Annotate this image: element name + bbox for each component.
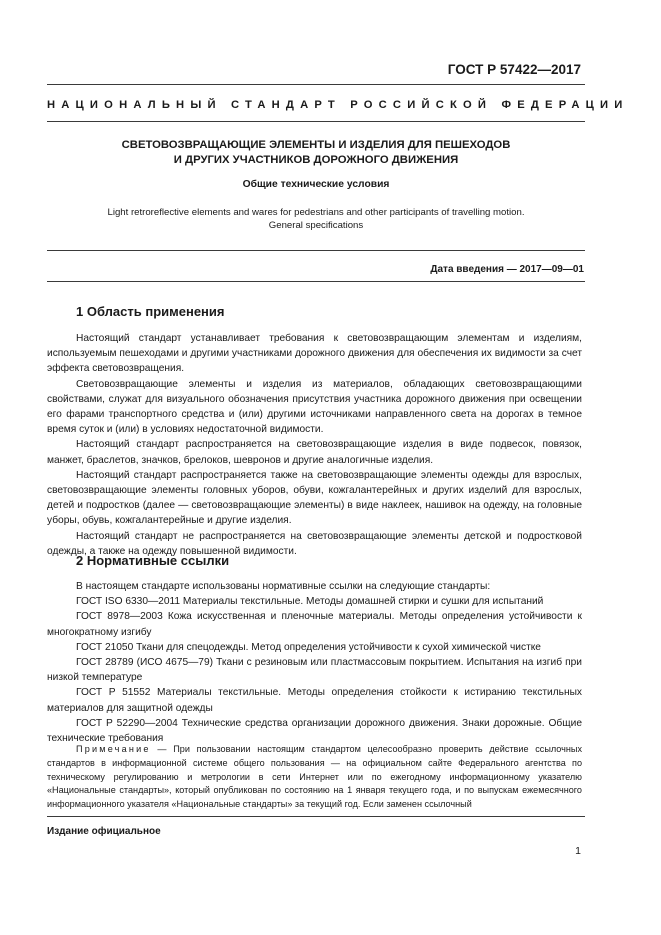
document-title [47,138,585,168]
title-line-1: СВЕТОВОЗВРАЩАЮЩИЕ ЭЛЕМЕНТЫ И ИЗДЕЛИЯ ДЛЯ ПЕШЕХОДОВ [121,139,511,151]
effective-date: Дата введения — 2017—09—01 [430,264,584,275]
national-standard-banner: НАЦИОНАЛЬНЫЙ СТАНДАРТ РОССИЙСКОЙ ФЕДЕРАЦИИ [47,99,629,111]
document-subtitle: Общие технические условия [242,179,390,190]
paragraph: Световозвращающие элементы и изделия из материалов, обладающих световозвращающими свойствами, служат для визуального обозначения присутствия участника дорожного движения при освещении его фарами транспортного средства и (или) другими источниками направленного света на дорогах в темное время суток и (или) в условиях недостаточной видимости. [47,378,582,436]
references-intro: В настоящем стандарте использованы нормативные ссылки на следующие стандарты: [76,581,491,592]
paragraph: Настоящий стандарт распространяется также на световозвращающие элементы одежды для взрослых, световозвращающие элементы головных уборов, обуви, кожгалантерейных и других изделий для взрослых, детей и подростков (далее — световозвращающие элементы) в виде наклеек, нашивок на одежду, на головные уборы, обувь, кожгалантерейные и другие изделия. [47,469,582,527]
paragraph: Настоящий стандарт распространяется на световозвращающие изделия в виде подвесок, повязок, манжет, браслетов, значков, брелоков, шевронов и другие аналогичные изделия. [47,439,582,466]
reference-item: ГОСТ 8978—2003 Кожа искусственная и пленочные материалы. Методы определения устойчивости к многократному изгибу [47,611,582,638]
page-number: 1 [575,845,581,857]
paragraph: Настоящий стандарт устанавливает требования к световозвращающим элементам и изделиям, используемым пешеходами и другими участниками дорожного движения для обеспечения их видимости за счет эффекта световозвращения. [47,333,582,375]
title-line-2: И ДРУГИХ УЧАСТНИКОВ ДОРОЖНОГО ДВИЖЕНИЯ [173,154,459,166]
section-1-heading: 1 Область применения [76,304,225,319]
header-rule [47,84,585,85]
english-title [47,206,585,232]
reference-item: ГОСТ Р 51552 Материалы текстильные. Методы определения стойкости к истиранию текстильных материалов для защитной одежды [47,687,582,714]
reference-item: ГОСТ 28789 (ИСО 4675—79) Ткани с резиновым или пластмассовым покрытием. Испытания на изгиб при низкой температуре [47,657,582,684]
reference-item: ГОСТ 21050 Ткани для спецодежды. Метод определения устойчивости к сухой химической чистке [76,641,541,653]
reference-item: ГОСТ Р 52290—2004 Технические средства организации дорожного движения. Знаки дорожные. Общие технические требования [47,717,582,745]
official-edition-label: Издание официальное [47,826,161,837]
paragraph: Настоящий стандарт не распространяется на световозвращающие элементы детской и подростковой одежды, а также на одежду повышенной видимости. [47,530,582,557]
note [47,743,582,812]
banner-rule [47,121,585,122]
english-title-line-2: General specifications [268,220,364,231]
section-2-heading: 2 Нормативные ссылки [76,553,230,568]
note-text: — При пользовании настоящим стандартом целесообразно проверить действие ссылочных стандартов в информационной системе общего пользования — на официальном сайте Федерального агентства по техническому регулированию и метрологии в сети Интернет или по ежегодному информационному указателю «Национальные стандарты», который опубликован по состоянию на 1 января текущего года, и по выпускам ежемесячного информационного указателя «Национальные стандарты» за текущий год. Если заменен ссылочный [47,744,582,810]
english-title-line-1: Light retroreflective elements and wares for pedestrians and other participants of travelling motion. [107,207,525,218]
note-label: Примечание [76,744,151,754]
section-2-body [47,579,582,746]
section-1-body [47,331,582,559]
document-code: ГОСТ Р 57422—2017 [447,62,581,77]
footer-rule [47,816,585,817]
title-rule [47,250,585,251]
date-rule [47,281,585,282]
reference-item: ГОСТ ISO 6330—2011 Материалы текстильные. Методы домашней стирки и сушки для испытаний [76,596,544,608]
